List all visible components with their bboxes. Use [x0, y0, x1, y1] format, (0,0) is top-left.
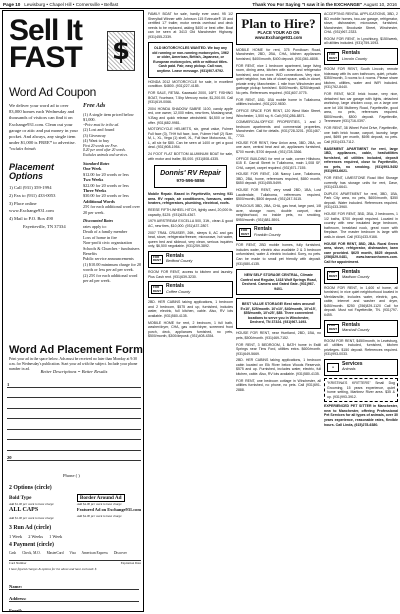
- classified-ad: ROOM FOR RENT, access to kitchen and laundry. Plus Cash rent. (931)639-3230.: [148, 269, 233, 279]
- classified-ad: DUPLEX APARTMENT for rent, 3BD, 1BA, Park City area, no pets, $600/month, $350 deposit. Water included. References required. (931)433-3960.: [324, 191, 398, 210]
- payment-option[interactable]: Check, M.O.: [22, 550, 41, 555]
- classified-ad: FOR RENT, 38 Wheel Point Drive, Fayetteville, one bath brick house, carport, laundry, large yard, $695 per month, $695 deposit, no pets. Call (931)433-7112.: [324, 126, 398, 144]
- authorization-text: I have figured charges & options for the above and have enclosed: $: [9, 567, 97, 572]
- classified-ad: FOR RENT, 3 BEDROOM, 1 BATH home in Estill Springs near Tims Ford, utilities extra. $600/month. (931)649-5669.: [236, 342, 321, 356]
- bold-type-price: Add $1.00 per week to base charge: [9, 502, 54, 507]
- classified-ad: FOR RENT, LIMESTONE Road Mini Storage currently has storage units for rent, Dave, (931)433-6641.: [324, 175, 398, 190]
- classified-ad: BASEMENT APARTMENT for rent, large 1BD, appliances, cable, heat/utilities furnished, all utilities included, deposit references required, close to Fayetteville, no pets, no smoking. (931)993-5452 (931)993-6621.: [324, 146, 398, 174]
- classified-ad: HOUSE FOR RENT, New Union area, 3BD, 2BA, on one acre, central heat and air, appliances furnished, $700 month, $700 deposit. (931)728-3366.: [236, 140, 321, 154]
- options-section: [9, 485, 141, 521]
- category-subtitle: Marshall County: [342, 328, 370, 333]
- header-date: August 10, 2016: [363, 1, 397, 7]
- ad-text-lines[interactable]: [7, 377, 141, 461]
- payment-section: [9, 542, 141, 572]
- intro-fineprint: *excludes Animals: [9, 147, 36, 152]
- free-item: Excludes animals and services.: [83, 153, 128, 158]
- publication-towns: Lewisburg • Chapel Hill • Cornersville • Belfast: [24, 1, 119, 7]
- all-caps-price: Add $1.00 per week to base charge: [9, 515, 54, 520]
- payment-option[interactable]: MasterCard: [46, 550, 64, 555]
- classified-ad: FOR RENT, one bedroom cottage in Winchester, all utilities furnished, no phone, no pets. Call (931)691-2888.: [236, 378, 321, 392]
- classified-ad: FOR RENT, NICE brick house, very nice, detached two car garage with lights, detached workshop, large chicken coop, on a large one acre lot 106 Mulberry Road, Fayetteville, good area, no pets, references required. $800/month, $800 deposit. Fayetteville, Tennessee (931)716-0397.: [324, 92, 398, 124]
- category-subtitle: Lincoln County: [342, 56, 368, 61]
- classified-ad: 1979 AIRSTREAM EXCELLA 500, 31ft., clean & good AC, new tires, $10,000. (931)437-2807.: [148, 219, 233, 228]
- coupon-intro: [9, 103, 79, 153]
- card-number-label[interactable]: Card Number: [9, 561, 27, 566]
- rate-item: $22.00 for 20 words or less: [83, 182, 129, 188]
- category-title: Rentals: [342, 321, 361, 328]
- classified-ad: FAMILY BOAT for sale, hardly ever used. 95 1/2 Sheryltail Winner with Johnson 115 Evinrude® 15 and certified 17' trailer, motor needs overhaul and deck needs to be replaced, asking $400 or best offer. Boat can be seen at 3413 Old Manchester Highway. (931)455-2339.: [148, 12, 233, 39]
- disc-item: Loss of home in fire: [83, 234, 117, 240]
- featured-ad-price: Add $4.00 per week to base charge: [76, 513, 122, 518]
- classified-ad: FOR RENT, nice 1 bedroom apartment, large living room, dining area, kitchen with stove and refrigerator furnished, and no more. W/D connections. Very nice, quiet neighbor, has lots of closet space, walk-in closet, private entry, Manchester. 1 mile from Winchester and garbage pickup furnished. $400/month, $250/deposit. No pets. References required. (931)607-0775.: [236, 63, 321, 96]
- disc-item: Schools & Churches - fundraisers: [83, 245, 140, 251]
- options-title: 2 Options (circle): [9, 485, 52, 491]
- ad-line[interactable]: [7, 388, 141, 399]
- classified-ad: 2BD. HER CABINS taking applications, 1 bedroom and 2 bedroom, $575 and up, furnished, includes water, electric, full kitchen, cable. Also, RV lots available. (931)580-4135.: [148, 300, 233, 318]
- category-header: [324, 359, 398, 376]
- category-header: [148, 281, 233, 298]
- classified-ad: HOUSE FOR RENT, near Huntland, 2BD, 1BA, no pets, $500/month. (931)469-7152.: [236, 331, 321, 340]
- rv-repair-title: Donnis' RV Repair: [160, 170, 221, 178]
- classified-ad: "KRISTINA'S KRITTERS" Small Dog Grooming, 15 years experience, quiet home setting, Martinez River area. $35 & up. (931)993-3912.: [324, 378, 398, 402]
- classified-ad: HOUSE FOR RENT, 3BD, 2BA. Rural Green area, stove, refrigerator, dishwasher, lawn care provided. $625 month, $625 deposit. (256)829-0481, www.hansonhomes.com. Call for appointment.: [324, 241, 398, 264]
- name-field[interactable]: Name:: [9, 579, 139, 590]
- free-item: ~Price must be in the ad.: [83, 122, 120, 127]
- disc-item: (2) 25¢ for each additional word per ad per week.: [83, 272, 138, 284]
- classified-ad: FOR SALE, RETAIL Kawasaki 2000, 16FT. FISHING BOAT, Yourtraxx, 7.5hp Mercury motor, $1,200.00. Call (931)619-0066.: [148, 91, 233, 105]
- plan-to-hire-url[interactable]: www.Exchange931.com: [254, 35, 303, 41]
- category-header: [324, 48, 398, 65]
- line-number: 1: [7, 381, 10, 387]
- category-subtitle: Madison County: [342, 275, 370, 280]
- page-header: [0, 0, 400, 9]
- disc-item: Benefits: [83, 251, 97, 256]
- free-item: (2) Lost and found: [83, 127, 115, 133]
- category-header: [324, 267, 398, 284]
- payment-option[interactable]: Discover: [113, 550, 127, 555]
- classified-ad: COMMERCIAL/OFFICE PROPERTIES, 1 and 2 bedroom apartments and commercial properties, Manchester. Call for details. (931)728-3201. (931)467-7733.: [236, 120, 321, 138]
- classified-ad: MOBILE HOME for rent, 375 Pondtown Road, Manchester, 2BD, 2BA, CHA, kitchen appliances furnished, $400/month, $400 deposit. (931)361-6808.: [236, 47, 321, 61]
- classified-ad: 2007 TRAIL CRUISER, 26ft., sleeps 6, AC and gas heat, stove, refrigerator/freezer, microwave, hot water, queen bed and slideout, very clean, serious inquiries only, $6,500 negotiable. (931)259-3892.: [148, 230, 233, 249]
- free-ads-title: Free Ads: [83, 103, 106, 109]
- rate-item: Additional Words: [83, 198, 115, 204]
- payment-option[interactable]: American Express: [81, 550, 108, 555]
- classified-ad: MOBILE HOME for rent, 2 bedroom, 1 full bath, washer/dryer, CHA, gas water/dryer, screened front porch, deck, appliances furnished, no pets, $500/month, $300/deposit. (931)408-4354.: [148, 320, 233, 339]
- category-title: Rentals: [254, 226, 273, 233]
- placement-item: 2) Fax to (931) 433-0053: [9, 192, 56, 198]
- category-title: Rentals: [342, 268, 361, 275]
- for-rent-sign-icon: FOR RENT: [240, 227, 250, 236]
- category-subtitle: Coffee County: [166, 289, 191, 294]
- payment-option[interactable]: Cash: [9, 550, 17, 555]
- intro-text: We deliver your word ad to over 83,000 homes each Wednesday and thousands of visitors can find it on Exchange931.com. Clean out your garage or attic and put money in your pocket. And always, any single item under $1,000 is FREE* to advertise.: [9, 103, 79, 146]
- for-rent-sign-icon: FOR RENT: [152, 284, 162, 293]
- classified-ad: SPACIOUS 3BD, 2BA, CHA, gas heat, large yard, 1/8 acre, storage room, double carport, nice neighborhood, no inside pets, no smoking, $950/month. (931)581-5591.: [236, 204, 321, 222]
- payment-option[interactable]: Visa: [69, 550, 76, 555]
- better-descriptions: Better Descriptions = Better Results: [40, 369, 108, 374]
- phone-field[interactable]: Phone ( ): [63, 473, 80, 478]
- form-instructions: Print your ad in the space below. Ads must be received no later than Monday at 9:30 a.m. for Wednesday's publication. Start your ad with the subject. Include your phone number in ad.: [9, 357, 138, 371]
- bold-type-option[interactable]: Bold Type: [9, 494, 32, 501]
- rate-item: Three Weeks: [83, 188, 107, 194]
- category-title: Services: [342, 360, 363, 367]
- classified-ad: ROOM FOR RENT, in Lynchburg, $150/week, all utilities included. (931)759-1093.: [324, 36, 398, 46]
- classified-ad: ROOM FOR RENT, $450/month, in Lewisburg, all utilities included, furnished, kitchen privileges. $150 deposit. References required. (931)993-0033.: [324, 338, 398, 357]
- standard-rates-title: Standard Rates: [83, 160, 110, 166]
- category-subtitle: Animals: [342, 367, 356, 372]
- plan-to-hire-ad: [236, 13, 321, 45]
- fast-text: FAST: [9, 41, 82, 74]
- classified-ad: Mobile Repair. Based in Fayetteville, serving 931 area. RV repair, air conditioners, furnaces, water heaters, refrigerators, plumbing, electrical, roofs.: [148, 192, 233, 206]
- classified-ad: MOTORCYCLE HELMETS, six, great value, Fulmer Full face (3), THH full face, Icon, Fulmer Half (2) Size: M, L, XL, Vega (1) shell, XL, Full face Motocross, XL, L, all six for $80. Can be seen at 1400 or get a good deal. (931)908-1954.: [148, 127, 233, 150]
- rates-panel: [83, 103, 143, 284]
- classified-ad: FOR RENT, 2BD mobile homes, fully furnished, includes water, electric also available 2 & 3 bedroom unfurnished, water & electric included. Sorry, no pets. Can be made to small pet friendly with deposit. (931)580-4135.: [236, 243, 321, 266]
- classified-ad: HOUSE FOR RENT, 3BD, 2BA, 2 bedrooms, 1 1/2 baths, $700 deposit required. Located in country with new insulated large bedroom, bathroom, breakfast nook, great room with fireplace. The master bedroom is large with walk-in closet. Call (931)433-9166.: [324, 212, 398, 239]
- featured-ad-option[interactable]: Featured Ad on Exchange931.com: [76, 507, 141, 512]
- word-ad-coupon: [2, 10, 144, 612]
- plan-to-hire-subtitle: PLACE YOUR AD ON: [257, 30, 300, 35]
- disc-item: Public service announcements: [83, 256, 134, 262]
- ad-line[interactable]: [7, 419, 141, 430]
- for-rent-sign-icon: FOR RENT: [328, 323, 338, 332]
- rv-repair-phone: 970-596-5856: [176, 178, 205, 184]
- classified-ad: HOUSE FOR RENT, very small 2BD, 1BA, Lost Lauderdale, Tullahoma, references required, $500/month, $500 deposit. (931)247-5115.: [236, 188, 321, 202]
- category-title: Rentals: [342, 50, 361, 57]
- placement-options: [9, 163, 79, 231]
- border-ad-price: Add $4.00 per week to base charge: [76, 502, 122, 507]
- run-ad-section: [9, 525, 67, 539]
- disc-item: (1) $10.00 minimum charge for 20 words or less per ad per week.: [83, 261, 142, 273]
- all-caps-option[interactable]: ALL CAPS: [9, 507, 39, 513]
- rate-item: One Week: [83, 166, 102, 172]
- sell-it-text: Sell It: [9, 14, 83, 47]
- rate-item: $30.00 for 20 words or less: [83, 193, 129, 199]
- classified-ad: ACCEPTING RENTAL APPLICATIONS, 3BD, 2 BD mobile homes, two-car garage, refrigerator, stove, dishwasher, microwave, furnished. Manchester, Brookvale Street, Winchester, CHA. (931)967-2333.: [324, 12, 398, 35]
- classified-column-2: [236, 12, 321, 610]
- ad-line[interactable]: [7, 451, 141, 462]
- ad-line[interactable]: [7, 440, 141, 451]
- coupon-title: Word Ad Coupon: [9, 85, 96, 99]
- run-option[interactable]: 2 Weeks: [28, 533, 44, 539]
- rate-item: $12.00 for 20 words or less: [83, 171, 129, 177]
- disc-item: Non-profit civic organization: [83, 240, 132, 246]
- free-item: (4) Want to buy: [83, 138, 110, 144]
- classified-ad: OFFICE BUILDING for rent or sale, corner Hillsboro, 615 E. Carroll Street in Tullahoma, main 1,008 SF, CHA, carpet, carpet required. (931)571-7155.: [236, 156, 321, 170]
- classified-ad: EXPERIENCED PET SITTER in Manchester, new to Manchester, offering Professional Pet Services for all types of animals, over 30 years experience, reasonable rates, flexible hours. Call Linda, (615)278-6380.: [324, 404, 398, 427]
- form-title: Word Ad Placement Form: [9, 344, 143, 356]
- classified-ad: ROOM FOR RENT, South Lincoln, remote hideaway with its own bathroom, quiet, private. $350/month, 3 rooms to 4 rooms. Please share kitchen, utilities, water and WiFi included. (931)762-8440.: [324, 67, 398, 90]
- run-option[interactable]: 1 Week: [49, 533, 63, 539]
- category-header: [236, 224, 321, 241]
- classified-ad: ROOM FOR RENT, in 1,600 sf home, all furnished, in nice quiet neighborhood located in Meridianville, includes water, electric, gas, cable, internet and washer and dryer, $450/month. $250 (256)829-1120 Call for deposit. Must not Fayetteville, TN. (931)797-6455.: [324, 285, 398, 317]
- plan-to-hire-title: Plan to Hire?: [241, 16, 316, 31]
- address-field[interactable]: Address:: [9, 591, 139, 602]
- ad-line[interactable]: [7, 398, 141, 409]
- classified-ad: HONDA 2012 MOTORCYCLE for sale, in excellent condition. $4800. (931)227-4185.: [148, 79, 233, 89]
- classified-ad: FOR RENT, 1BD, 1BA mobile home in Tullahoma, utilities included. (931)222-9830.: [236, 97, 321, 107]
- discounted-rates-title: Discounted Rates: [83, 218, 114, 224]
- rv-repair-ad: [154, 165, 227, 188]
- paw-icon: ●: [327, 363, 339, 372]
- ad-line[interactable]: [7, 409, 141, 420]
- category-title: Rentals: [166, 283, 185, 290]
- classified-ad: BEST VALUE STORAGE! Best rates around! 5'x10', $25/month. 10'x10', $40/month, 10'x15', $55/month, 10'x25', $85. Three convenient locations to serve you in Winchester, Decherd, TN 37324. (931)967-1493.: [236, 298, 321, 329]
- payment-title: 4 Payment (circle): [9, 542, 54, 548]
- classified-ad: 2004 HONDA SHADOW SABRE 1100, candy apple red, one owner, 12,000 miles, new tires, Mustang seat, V-Bag and quick release windshield. $4,500 or best offer. (931)682-9981.: [148, 106, 233, 125]
- placement-item: 3) Place online www.Exchange931.com: [9, 200, 54, 214]
- classified-ad: REESE FIFTH-WHEEL HITCH, lightly used, 20,000 lb. capacity, $125. (931)625-4367.: [148, 208, 233, 217]
- sell-it-fast-heading: [9, 14, 83, 74]
- placement-item: 4) Mail to P.O. Box 490: [9, 216, 54, 222]
- placement-item: Fayetteville, TN 37334: [23, 223, 66, 229]
- category-title: Rentals: [166, 252, 185, 259]
- free-item: (3) Giveaway: [83, 132, 106, 138]
- classified-ad: NEW SELF STORAGE CENTRAL, Climate Control and Regular, 1418 Wolf Springs Road, Decherd. Camera and Gated Gate. (931)967-9401.: [236, 269, 321, 295]
- free-item: $.20 per word after 20 words.: [83, 148, 126, 153]
- classified-ad: HOUSE FOR RENT, 108 Nancy Lane, Tullahoma, 3BD, 2BA, home, references required, $650 month, $650 deposit. (931)455-5499.: [236, 172, 321, 186]
- email-field[interactable]: Email:: [9, 603, 139, 612]
- category-header: [148, 251, 233, 268]
- free-item: (1) A single item priced below $1,000.: [83, 111, 134, 123]
- page-number: Page 10: [3, 1, 21, 7]
- rate-item: Two Weeks: [83, 177, 104, 183]
- rate-item: 25¢ for each additional word over 20 per week.: [83, 204, 140, 215]
- classified-ad: OFFICE SPACE FOR RENT, 120 West Main Street, Winchester, 1,500 sq. ft. Call (931)286-8871.: [236, 109, 321, 118]
- classified-column-3: [324, 12, 398, 610]
- border-ad-option[interactable]: Border Around Ad: [77, 494, 125, 502]
- disc-item: rates apply to:: [83, 223, 107, 229]
- expiration-label[interactable]: Expiration Date: [120, 561, 141, 566]
- dollar-sign-icon: $: [107, 31, 135, 71]
- classified-ad: 24 FOOT FLAT BOTTOM ALUMINUM BOAT for sale, with motor and trailer, $5,000. (931)808-4335.: [148, 152, 233, 161]
- ad-line[interactable]: [7, 430, 141, 441]
- line-number: 20: [7, 455, 12, 460]
- classified-ad: 2BD. HER CABINS taking applications, 1 bedroom cabin located on Elk River below Woods Reservoir, $575 and up. Furnished, includes water, electric, full kitchen, cable. Also, RV lots available. (931)580-4135.: [236, 358, 321, 376]
- header-tagline: Thank You For Saying "I saw it in the EXCHANGE": [252, 1, 363, 7]
- ad-line[interactable]: [7, 377, 141, 388]
- category-subtitle: Franklin County: [254, 232, 281, 237]
- for-rent-sign-icon: FOR RENT: [328, 51, 338, 60]
- for-rent-sign-icon: FOR RENT: [152, 254, 162, 263]
- run-option[interactable]: 1 Week: [9, 533, 23, 539]
- placement-item: 1) Call (931) 359-1994: [9, 185, 52, 190]
- classified-ad: OLD MOTORCYCLES WANTED. We buy any old running or non-running motorcycles, 1962 or older, American, British, Japanese, or European motorcycles, with or without titles. Cash paid. Fair, easy pickup. Call now, anytime. Leave message. (931)907-9792.: [148, 42, 233, 77]
- placement-title: Placement Options: [9, 162, 55, 181]
- category-subtitle: Bedford County: [166, 259, 193, 264]
- run-ad-title: 3 Run Ad (circle): [9, 525, 52, 531]
- free-item: First 20 words are Free.: [83, 143, 119, 148]
- category-header: [324, 320, 398, 337]
- classified-column-1: [148, 12, 233, 610]
- disc-item: Death of a family member: [83, 229, 128, 235]
- for-rent-sign-icon: FOR RENT: [328, 270, 338, 279]
